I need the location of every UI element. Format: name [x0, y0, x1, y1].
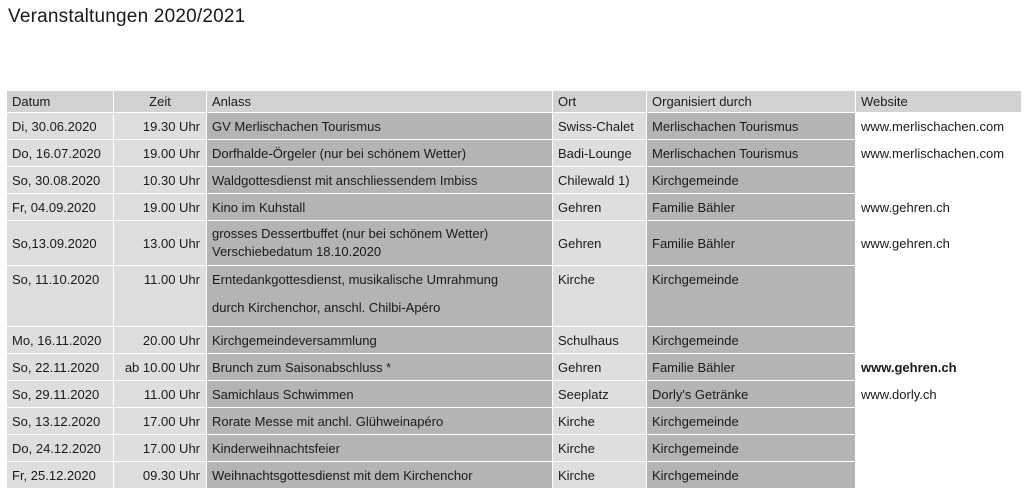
cell-zeit: 11.00 Uhr: [114, 266, 207, 327]
cell-organisiert-durch: Familie Bähler: [647, 221, 856, 266]
cell-ort: Swiss-Chalet: [553, 113, 647, 140]
cell-organisiert-durch: Kirchgemeinde: [647, 266, 856, 327]
cell-anlass: Dorfhalde-Örgeler (nur bei schönem Wetter): [207, 140, 553, 167]
table-header-row: [7, 91, 1022, 113]
cell-anlass: Rorate Messe mit anchl. Glühweinapéro: [207, 408, 553, 435]
column-header-anlass: Anlass: [207, 91, 553, 113]
cell-datum: Fr, 04.09.2020: [7, 194, 114, 221]
cell-anlass: Kirchgemeindeversammlung: [207, 327, 553, 354]
cell-website: www.merlischachen.com: [856, 140, 1022, 167]
cell-zeit: 19.30 Uhr: [114, 113, 207, 140]
table-row: [7, 327, 1022, 354]
cell-ort: Seeplatz: [553, 381, 647, 408]
cell-website: [856, 462, 1022, 489]
cell-zeit: 10.30 Uhr: [114, 167, 207, 194]
cell-ort: Kirche: [553, 462, 647, 489]
cell-zeit: ab 10.00 Uhr: [114, 354, 207, 381]
cell-website: [856, 167, 1022, 194]
table-row: [7, 462, 1022, 489]
cell-organisiert-durch: Dorly's Getränke: [647, 381, 856, 408]
cell-ort: Kirche: [553, 435, 647, 462]
cell-ort: Gehren: [553, 354, 647, 381]
cell-datum: So, 13.12.2020: [7, 408, 114, 435]
cell-datum: So, 29.11.2020: [7, 381, 114, 408]
cell-website: www.dorly.ch: [856, 381, 1022, 408]
events-table: [6, 90, 1022, 489]
cell-ort: Kirche: [553, 266, 647, 327]
cell-organisiert-durch: Kirchgemeinde: [647, 167, 856, 194]
cell-datum: Mo, 16.11.2020: [7, 327, 114, 354]
column-header-organisiert-durch: Organisiert durch: [647, 91, 856, 113]
cell-datum: Fr, 25.12.2020: [7, 462, 114, 489]
cell-organisiert-durch: Merlischachen Tourismus: [647, 140, 856, 167]
cell-anlass: Brunch zum Saisonabschluss *: [207, 354, 553, 381]
cell-anlass: Waldgottesdienst mit anschliessendem Imbiss: [207, 167, 553, 194]
table-row: [7, 354, 1022, 381]
cell-zeit: 20.00 Uhr: [114, 327, 207, 354]
cell-zeit: 11.00 Uhr: [114, 381, 207, 408]
table-row: [7, 381, 1022, 408]
cell-ort: Chilewald 1): [553, 167, 647, 194]
cell-organisiert-durch: Kirchgemeinde: [647, 462, 856, 489]
cell-website: www.gehren.ch: [856, 221, 1022, 266]
cell-zeit: 09.30 Uhr: [114, 462, 207, 489]
table-row: [7, 435, 1022, 462]
cell-anlass: [207, 266, 553, 327]
cell-ort: Gehren: [553, 194, 647, 221]
cell-anlass: GV Merlischachen Tourismus: [207, 113, 553, 140]
cell-organisiert-durch: Familie Bähler: [647, 354, 856, 381]
table-row: [7, 194, 1022, 221]
cell-website: www.gehren.ch: [856, 194, 1022, 221]
cell-ort: Badi-Lounge: [553, 140, 647, 167]
table-row: [7, 140, 1022, 167]
cell-datum: So, 22.11.2020: [7, 354, 114, 381]
cell-datum: So,13.09.2020: [7, 221, 114, 266]
cell-datum: So, 11.10.2020: [7, 266, 114, 327]
anlass-line-1: grosses Dessertbuffet (nur bei schönem Wetter): [212, 226, 489, 241]
cell-website: [856, 327, 1022, 354]
cell-website: www.merlischachen.com: [856, 113, 1022, 140]
cell-website: [856, 266, 1022, 327]
cell-organisiert-durch: Kirchgemeinde: [647, 408, 856, 435]
cell-anlass: Samichlaus Schwimmen: [207, 381, 553, 408]
column-header-datum: Datum: [7, 91, 114, 113]
cell-anlass: Kino im Kuhstall: [207, 194, 553, 221]
table-row: [7, 266, 1022, 327]
cell-datum: Do, 16.07.2020: [7, 140, 114, 167]
cell-organisiert-durch: Kirchgemeinde: [647, 327, 856, 354]
cell-zeit: 19.00 Uhr: [114, 194, 207, 221]
cell-zeit: 13.00 Uhr: [114, 221, 207, 266]
cell-ort: Kirche: [553, 408, 647, 435]
cell-datum: So, 30.08.2020: [7, 167, 114, 194]
page-title: Veranstaltungen 2020/2021: [8, 6, 246, 27]
anlass-line-1: Erntedankgottesdienst, musikalische Umrahmung: [212, 272, 499, 287]
column-header-zeit: Zeit: [114, 91, 207, 113]
cell-anlass: Kinderweihnachtsfeier: [207, 435, 553, 462]
cell-organisiert-durch: Merlischachen Tourismus: [647, 113, 856, 140]
cell-zeit: 17.00 Uhr: [114, 408, 207, 435]
column-header-website: Website: [856, 91, 1022, 113]
table-row: [7, 113, 1022, 140]
cell-anlass: [207, 221, 553, 266]
cell-website: [856, 435, 1022, 462]
cell-datum: Di, 30.06.2020: [7, 113, 114, 140]
cell-website: www.gehren.ch: [856, 354, 1022, 381]
cell-website: [856, 408, 1022, 435]
cell-ort: Gehren: [553, 221, 647, 266]
cell-organisiert-durch: Familie Bähler: [647, 194, 856, 221]
table-row: [7, 221, 1022, 266]
table-row: [7, 408, 1022, 435]
cell-datum: Do, 24.12.2020: [7, 435, 114, 462]
column-header-ort: Ort: [553, 91, 647, 113]
cell-zeit: 17.00 Uhr: [114, 435, 207, 462]
anlass-line-2: Verschiebedatum 18.10.2020: [212, 244, 382, 259]
cell-organisiert-durch: Kirchgemeinde: [647, 435, 856, 462]
cell-anlass: Weihnachtsgottesdienst mit dem Kirchenchor: [207, 462, 553, 489]
cell-ort: Schulhaus: [553, 327, 647, 354]
anlass-line-2: durch Kirchenchor, anschl. Chilbi-Apéro: [212, 300, 441, 315]
cell-zeit: 19.00 Uhr: [114, 140, 207, 167]
table-row: [7, 167, 1022, 194]
